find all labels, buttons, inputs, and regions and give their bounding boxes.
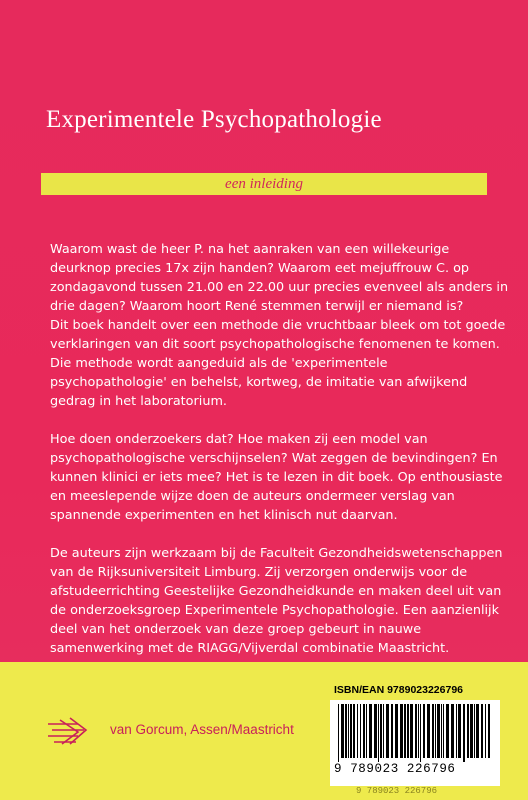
barcode-bar (404, 704, 406, 758)
barcode-bar (458, 704, 461, 758)
blurb-line: Hoe doen onderzoekers dat? Hoe maken zij een model van (50, 432, 428, 447)
book-title: Experimentele Psychopathologie (46, 106, 382, 133)
isbn-label: ISBN/EAN 9789023226796 (334, 684, 464, 696)
blurb-line: verklaringen van dit soort psychopathologische fenomenen te komen. (50, 337, 500, 352)
van-gorcum-logo-icon (48, 716, 92, 746)
barcode-bar (418, 704, 419, 758)
barcode-bar (374, 704, 377, 758)
barcode-bars (338, 704, 492, 762)
barcode-bar (348, 704, 349, 758)
barcode-bar (353, 704, 355, 758)
barcode-bar (435, 704, 436, 758)
blurb-line: de onderzoeksgroep Experimentele Psychopathologie. Een aanzienlijk (50, 603, 500, 618)
barcode-bar (456, 704, 457, 758)
blurb-line: psychopathologische verschijnselen? Wat zeggen de bevindingen? En (50, 451, 498, 466)
barcode-bar (443, 704, 444, 758)
blurb-line: psychopathologie' en behelst, kortweg, de imitatie van afwijkend (50, 375, 468, 390)
barcode-bar (357, 704, 358, 758)
book-subtitle: een inleiding (225, 175, 303, 192)
barcode-bar (415, 704, 417, 758)
blurb-line: en meeslepende wijze doen de auteurs ondermeer verslag van (50, 489, 455, 504)
barcode-bar (488, 704, 490, 758)
barcode-bar (369, 704, 372, 758)
barcode-bar (407, 704, 409, 758)
blurb-line: deel van het onderzoek van deze groep gebeurt in nauwe (50, 622, 422, 637)
barcode-bar (378, 704, 379, 762)
blurb (50, 240, 509, 677)
blurb-line: De auteurs zijn werkzaam bij de Faculteit Gezondheidswetenschappen (50, 546, 503, 561)
barcode-bar (360, 704, 361, 758)
blurb-line: drie dagen? Waarom hoort René stemmen terwijl er niemand is? (50, 299, 464, 314)
blurb-line: Die methode wordt aangeduid als de 'experimentele (50, 356, 388, 371)
barcode-bar (476, 704, 479, 758)
blurb-line: spannende experimenten en het klinisch nut daarvan. (50, 508, 398, 523)
barcode-bar (423, 704, 425, 758)
barcode-bar (383, 704, 384, 758)
blurb-line: zondagavond tussen 21.00 en 22.00 uur precies evenveel als anders in (50, 280, 509, 295)
blurb-line: Dit boek handelt over een methode die vruchtbaar bleek om tot goede (50, 318, 506, 333)
blurb-line: gedrag in het laboratorium. (50, 394, 227, 409)
barcode-bar (341, 704, 344, 758)
barcode-bar (400, 704, 403, 758)
blurb-line: afstudeerrichting Geestelijke Gezondheidkunde en maken deel uit van (50, 584, 502, 599)
barcode (330, 700, 500, 786)
barcode-bar (432, 704, 434, 758)
barcode-bar (395, 704, 398, 758)
barcode-bar (441, 704, 442, 758)
barcode-bar (386, 704, 389, 758)
subtitle-band (41, 173, 487, 195)
barcode-bar (427, 704, 430, 758)
barcode-bar (446, 704, 449, 758)
blurb-paragraph (50, 240, 509, 411)
barcode-bar (451, 704, 454, 758)
barcode-bar (380, 704, 382, 758)
barcode-bar (485, 704, 486, 758)
barcode-bar (338, 704, 339, 762)
blurb-line: samenwerking met de RIAGG/Vijverdal combinatie Maastricht. (50, 641, 450, 656)
barcode-bar (410, 704, 413, 758)
blurb-paragraph (50, 544, 503, 658)
barcode-bar (363, 704, 365, 758)
barcode-bar (345, 704, 347, 758)
barcode-bar (350, 704, 352, 758)
publisher-name: van Gorcum, Assen/Maastricht (110, 722, 294, 737)
barcode-bar (481, 704, 483, 758)
barcode-digits: 9 789023 226796 (334, 762, 456, 776)
blurb-line: kunnen klinici er iets mee? Het is te lezen in dit boek. Op enthousiaste (50, 470, 503, 485)
blurb-line: deurknop precies 17x zijn handen? Waarom eet mejuffrouw C. op (50, 261, 470, 276)
barcode-bar (437, 704, 440, 758)
barcode-bar (463, 704, 465, 762)
barcode-bar (420, 704, 421, 762)
barcode-bar (391, 704, 393, 758)
barcode-bar (470, 704, 473, 758)
blurb-line: Waarom wast de heer P. na het aanraken van een willekeurige (50, 242, 450, 257)
barcode-bar (366, 704, 367, 758)
barcode-bar (467, 704, 469, 758)
blurb-paragraph (50, 430, 503, 525)
blurb-line: van de Rijksuniversiteit Limburg. Zij verzorgen onderwijs voor de (50, 565, 468, 580)
barcode-bar (474, 704, 475, 758)
barcode-ghost-digits: 9 789023 226796 (356, 786, 438, 796)
